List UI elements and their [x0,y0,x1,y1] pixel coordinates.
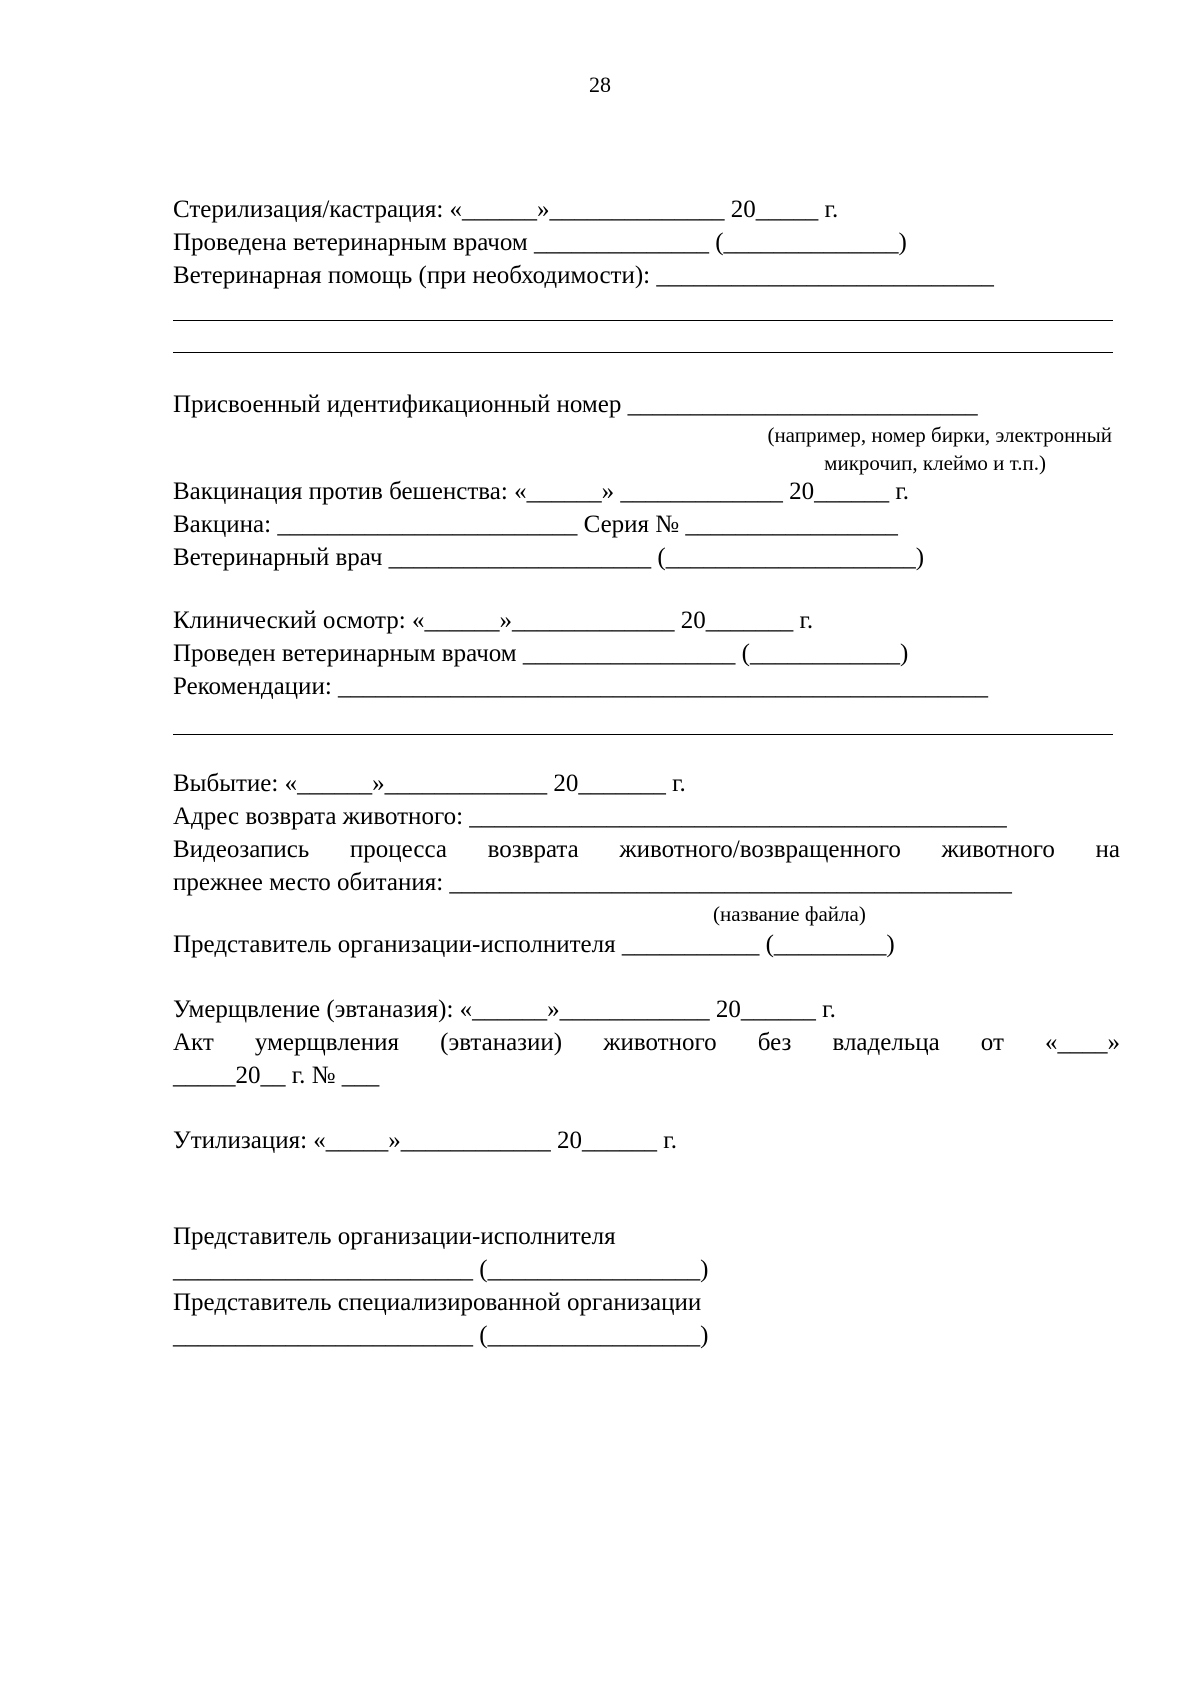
vaccine-series-line: Вакцина: ________________________ Серия № _________________ [173,511,898,538]
sterilization-vet-line: Проведена ветеринарным врачом ______________ (______________) [173,229,907,256]
id-number-line: Присвоенный идентификационный номер ____________________________ [173,391,978,418]
disposal-line: Выбытие: «______»_____________ 20_______ г. [173,770,686,797]
video-record-line: Видеозапись процесса возврата животного/возвращенного животного на [173,836,1120,863]
file-name-note: (название файла) [713,902,866,926]
page-number: 28 [589,72,611,97]
id-number-note: (например, номер бирки, электронный [767,423,1112,447]
euthanasia-act-date-line: _____20__ г. № ___ [173,1062,380,1089]
specialized-org-signature-line: ________________________ (_________________) [173,1322,709,1349]
contractor-rep-line: Представитель организации-исполнителя ___________ (_________) [173,931,895,958]
exam-vet-line: Проведен ветеринарным врачом _________________ (____________) [173,640,909,667]
contractor-signature-line: ________________________ (_________________) [173,1256,709,1283]
blank-line [173,734,1113,735]
blank-line [173,352,1113,353]
vet-help-line: Ветеринарная помощь (при необходимости): ___________________________ [173,262,994,289]
return-address-line: Адрес возврата животного: ___________________________________________ [173,803,1007,830]
id-number-note-2: микрочип, клеймо и т.п.) [824,451,1046,475]
contractor-signature-label: Представитель организации-исполнителя [173,1223,616,1250]
sterilization-line: Стерилизация/кастрация: «______»______________ 20_____ г. [173,196,839,223]
euthanasia-line: Умерщвление (эвтаназия): «______»____________ 20______ г. [173,996,836,1023]
recommendations-line: Рекомендации: ____________________________________________________ [173,673,989,700]
rabies-vet-line: Ветеринарный врач _____________________ (____________________) [173,544,925,571]
euthanasia-act-line: Акт умерщвления (эвтаназии) животного без владельца от «____» [173,1029,1120,1056]
clinical-exam-line: Клинический осмотр: «______»_____________ 20_______ г. [173,607,814,634]
blank-line [173,320,1113,321]
habitat-line: прежнее место обитания: _____________________________________________ [173,869,1012,896]
utilization-line: Утилизация: «_____»____________ 20______ г. [173,1127,677,1154]
rabies-vaccination-line: Вакцинация против бешенства: «______» _____________ 20______ г. [173,478,909,505]
specialized-org-signature-label: Представитель специализированной организации [173,1289,702,1316]
